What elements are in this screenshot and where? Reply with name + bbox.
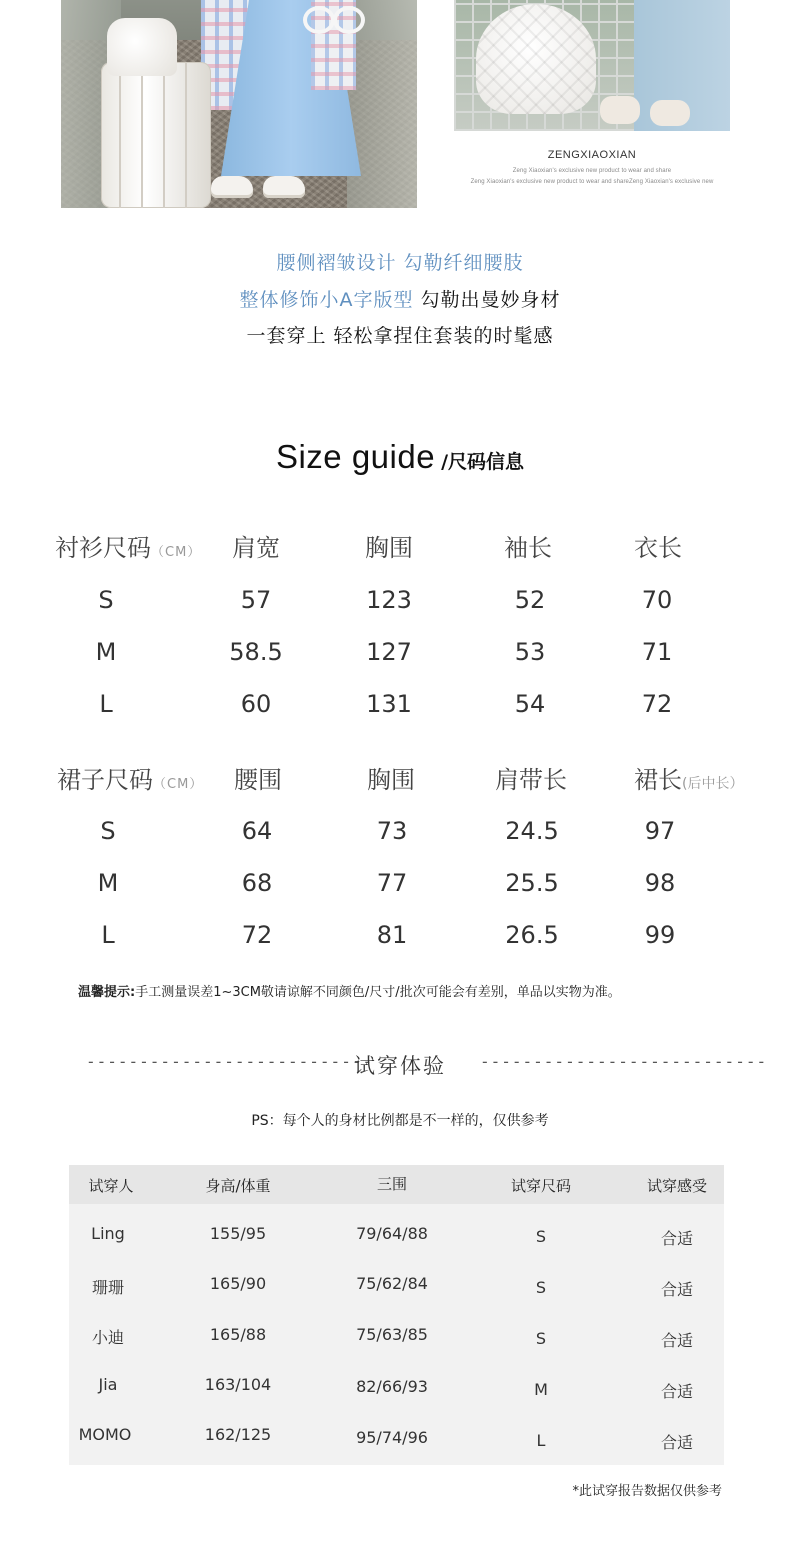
fitting-header-measurements: 三围 [376,1175,407,1193]
fitting-header-size: 试穿尺码 [510,1177,571,1195]
table-row-height-weight: 165/88 [209,1325,267,1344]
shirt-size-m: M [95,638,117,666]
table-row-tester: 珊珊 [91,1278,124,1297]
shirt-cell: 57 [240,586,272,614]
table-row-measurements: 75/62/84 [356,1274,428,1293]
table-row-size: M [534,1380,548,1399]
brand-name: ZENGXIAOXIAN [547,149,637,161]
shirt-cell: 127 [366,638,412,666]
size-guide-title: Size guide /尺码信息 [275,438,525,475]
skirt-header-2: 胸围 [367,766,415,794]
table-row-height-weight: 155/95 [209,1224,267,1243]
skirt-cell: 24.5 [505,817,559,845]
shirt-size-s: S [98,586,114,614]
fitting-ps: PS：每个人的身材比例都是不一样的，仅供参考 [251,1113,549,1129]
shirt-cell: 58.5 [229,638,283,666]
skirt-cell: 73 [376,817,408,845]
intro-line-1: 腰侧褶皱设计 勾勒纤细腰肢 [276,252,524,274]
fitting-header-tester: 试穿人 [88,1177,134,1195]
skirt-cell: 77 [376,869,408,897]
skirt-cell: 26.5 [505,921,559,949]
shirt-cell: 60 [240,690,272,718]
table-row-measurements: 95/74/96 [356,1428,428,1447]
shirt-cell: 53 [514,638,546,666]
skirt-cell: 25.5 [505,869,559,897]
shirt-size-label: 衬衫尺码（CM） [55,534,202,562]
skirt-cell: 99 [644,921,676,949]
table-row-measurements: 82/66/93 [356,1377,428,1396]
divider-right: --------------------------- [480,1052,768,1071]
table-row-feel: 合适 [660,1229,693,1248]
intro-line-2: 整体修饰小A字版型 勾勒出曼妙身材 [239,289,561,311]
shirt-cell: 131 [366,690,412,718]
shirt-cell: 123 [366,586,412,614]
table-row-measurements: 79/64/88 [356,1224,428,1243]
table-row-height-weight: 165/90 [209,1274,267,1293]
table-row-feel: 合适 [660,1382,693,1401]
skirt-cell: 97 [644,817,676,845]
shirt-header-3: 袖长 [504,534,552,562]
skirt-cell: 98 [644,869,676,897]
skirt-cell: 64 [241,817,273,845]
shirt-size-l: L [99,690,113,718]
shirt-header-1: 肩宽 [232,534,280,562]
skirt-header-3: 肩带长 [495,766,567,794]
skirt-size-s: S [100,817,116,845]
shirt-cell: 70 [641,586,673,614]
skirt-size-label: 裙子尺码（CM） [57,766,204,794]
fitting-footnote: *此试穿报告数据仅供参考 [572,1484,722,1499]
table-row-feel: 合适 [660,1433,693,1452]
fitting-header-height-weight: 身高/体重 [205,1177,271,1195]
shirt-header-4: 衣长 [634,534,682,562]
table-row-tester: Jia [98,1375,118,1394]
skirt-cell: 81 [376,921,408,949]
skirt-header-4: 裙长(后中长） [634,766,744,794]
table-row-size: L [536,1431,546,1450]
shirt-cell: 54 [514,690,546,718]
table-row-height-weight: 162/125 [204,1425,272,1444]
shirt-cell: 52 [514,586,546,614]
brand-tagline-1: Zeng Xiaoxian's exclusive new product to wear and share [512,168,672,174]
table-row-tester: Ling [91,1224,125,1243]
fitting-title: 试穿体验 [354,1054,446,1078]
table-row-tester: 小迪 [91,1328,124,1347]
fitting-table [69,1165,724,1465]
table-row-measurements: 75/63/85 [356,1325,428,1344]
divider-left: --------------------------- [86,1052,374,1071]
brand-tagline-2: Zeng Xiaoxian's exclusive new product to wear and shareZeng Xiaoxian's exclusive new [470,179,714,185]
measurement-tip: 温馨提示:手工测量误差1~3CM敬请谅解不同颜色/尺寸/批次可能会有差别，单品以实物为准。 [78,985,621,1000]
product-photo-right [454,0,730,131]
skirt-cell: 68 [241,869,273,897]
skirt-size-l: L [101,921,115,949]
table-row-tester: MOMO [78,1425,132,1444]
table-row-feel: 合适 [660,1280,693,1299]
shirt-header-2: 胸围 [365,534,413,562]
shirt-cell: 71 [641,638,673,666]
fitting-header-feel: 试穿感受 [646,1177,707,1195]
table-row-size: S [535,1227,547,1246]
skirt-size-m: M [97,869,119,897]
skirt-header-1: 腰围 [234,766,282,794]
skirt-cell: 72 [241,921,273,949]
product-photo-left [61,0,417,208]
table-row-feel: 合适 [660,1331,693,1350]
shirt-cell: 72 [641,690,673,718]
intro-line-3: 一套穿上 轻松拿捏住套装的时髦感 [246,325,554,347]
table-row-height-weight: 163/104 [204,1375,272,1394]
table-row-size: S [535,1278,547,1297]
table-row-size: S [535,1329,547,1348]
